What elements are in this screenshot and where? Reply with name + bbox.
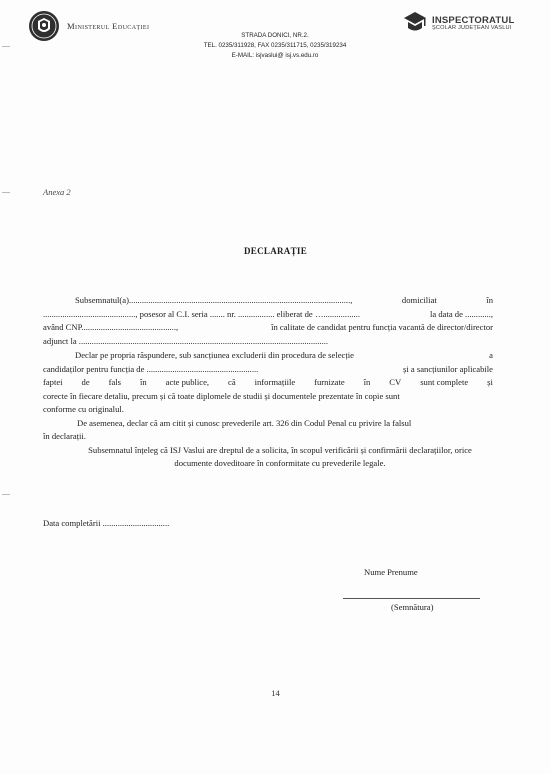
body-text: Subsemnatul(a)......................................................................................................., (75, 295, 353, 305)
body-line: documente doveditoare în conformitate cu prevederile legale. (174, 458, 386, 468)
inspectorate-logo-icon (401, 10, 429, 36)
phone-line: TEL. 0235/311928, FAX 0235/311715, 0235/319234 (203, 42, 347, 49)
signature-label: (Semnătura) (391, 602, 434, 612)
body-text: în (486, 295, 493, 305)
body-line: în declarații. (43, 431, 86, 441)
body-text: acte publice, (165, 377, 210, 387)
scan-edge-mark (2, 46, 10, 47)
address-line: STRADA DONICI, NR.2. (241, 32, 309, 39)
body-line (43, 309, 493, 319)
body-line (43, 377, 493, 387)
body-line: Subsemnatul înțeleg că ISJ Vaslui are dreptul de a solicita, în scopul verificării și confirmării declarațiilor, orice (88, 445, 472, 455)
body-text: a (489, 350, 493, 360)
document-title: DECLARAȚIE (243, 246, 307, 256)
body-text: în calitate de candidat pentru funcția vacantă de director/director (271, 322, 493, 332)
contact-block (170, 31, 380, 61)
body-text: având CNP............................................, (43, 322, 179, 332)
date-field: Data completării ............................... (43, 518, 170, 528)
email-line: E-MAIL: isjvaslui@ isj.vs.edu.ro (231, 52, 319, 59)
signature-line (343, 598, 480, 599)
body-text: faptei (43, 377, 63, 387)
body-line: De asemenea, declar că am citit și cunosc prevederile art. 326 din Codul Penal cu privire la falsul (77, 418, 412, 428)
body-text: și (487, 377, 493, 387)
body-line (43, 322, 493, 332)
body-text: domiciliat (401, 295, 437, 305)
body-text: că (228, 377, 236, 387)
body-text: fals (108, 377, 122, 387)
body-text: în (139, 377, 147, 387)
inspectorate-subtitle: ȘCOLAR JUDEȚEAN VASLUI (432, 25, 512, 31)
body-text: la data de ............, (429, 309, 493, 319)
ministry-header (28, 10, 149, 42)
body-text: și a sancțiunilor aplicabile (403, 364, 493, 374)
ministry-crest-icon (28, 10, 60, 42)
ministry-name: Ministerul Educației (67, 21, 150, 31)
body-text: candidaților pentru funcția de .................................................... (43, 364, 259, 374)
body-text: Declar pe propria răspundere, sub sancțiunea excluderii din procedura de selecție (75, 350, 354, 360)
body-text: de (81, 377, 90, 387)
body-line: adjunct la .................................................................................................................... (43, 336, 329, 346)
signatory-name: Nume Prenume (364, 567, 418, 577)
body-line (43, 364, 493, 374)
annex-label: Anexa 2 (43, 187, 71, 197)
body-text: ..........................................., posesor al C.I. seria ....... nr. ................. eliberat de …................. (43, 309, 360, 319)
inspectorate-title: INSPECTORATUL (432, 15, 515, 26)
body-line: conforme cu originalul. (43, 404, 124, 414)
body-text: CV (389, 377, 402, 387)
page-number: 14 (271, 688, 280, 698)
body-text: sunt complete (420, 377, 469, 387)
scan-edge-mark (2, 192, 10, 193)
inspectorate-header (401, 10, 514, 36)
body-line (75, 350, 493, 360)
body-line (75, 295, 493, 305)
body-text: furnizate (314, 377, 345, 387)
scan-edge-mark (2, 494, 10, 495)
body-text: informațiile (254, 377, 296, 387)
body-text: în (363, 377, 371, 387)
body-line: corecte în fiecare detaliu, precum și că toate diplomele de studii și documentele prezentate în copie sunt (43, 391, 400, 401)
